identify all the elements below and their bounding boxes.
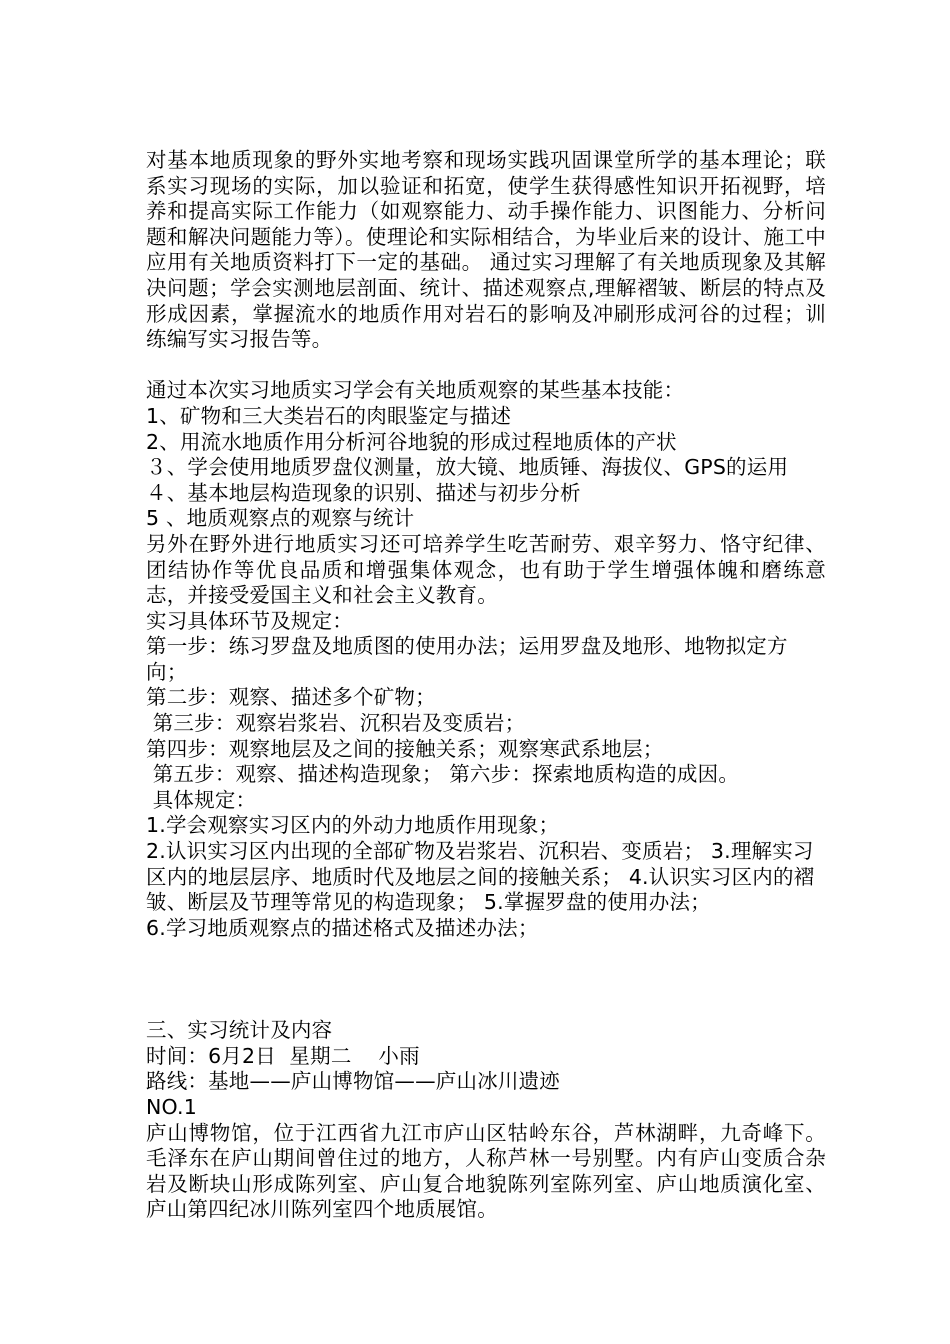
document-page — [146, 148, 826, 1223]
stop-number: NO.1 — [146, 1094, 197, 1119]
rule-item: 6.学习地质观察点的描述格式及描述办法； — [146, 915, 539, 940]
rule-item: 1.学会观察实习区内的外动力地质作用现象； — [146, 813, 560, 838]
section-title: 三、实习统计及内容 — [146, 1018, 333, 1043]
intro-paragraph: 对基本地质现象的野外实地考察和现场实践巩固课堂所学的基本理论；联系实习现场的实际，加以验证和拓宽，使学生获得感性知识开拓视野，培养和提高实际工作能力（如观察能力、动手操作能力、识图能力、分析问题和解决问题能力等）。使理论和实际相结合，为毕业后来的设计、施工中应用有关地质资料打下一定的基础。 通过实习理解了有关地质现象及其解决问题；学会实测地层剖面、统计、描述观察点,理解褶皱、断层的特点及形成因素，掌握流水的地质作用对岩石的影响及冲刷形成河谷的过程；训练编写实习报告等。 — [146, 148, 826, 352]
rules-heading: 具体规定： — [146, 787, 257, 812]
step-item: 第一步：练习罗盘及地质图的使用办法；运用罗盘及地形、地物拟定方向； — [146, 634, 788, 684]
blank-line — [146, 353, 826, 379]
extra-paragraph: 另外在野外进行地质实习还可培养学生吃苦耐劳、艰辛努力、恪守纪律、团结协作等优良品质和增强集体观念，也有助于学生增强体魄和磨练意志，并接受爱国主义和社会主义教育。 — [146, 531, 826, 608]
steps-heading: 实习具体环节及规定： — [146, 608, 353, 633]
step-item: 第五步：观察、描述构造现象； 第六步：探索地质构造的成因。 — [146, 762, 740, 787]
skill-item: 2、用流水地质作用分析河谷地貌的形成过程地质体的产状 — [146, 429, 677, 454]
blank-lines — [146, 941, 826, 1018]
skill-item: ３、学会使用地质罗盘仪测量，放大镜、地质锤、海拔仪、GPS的运用 — [146, 455, 789, 480]
step-item: 第三步：观察岩浆岩、沉积岩及变质岩； — [146, 711, 526, 736]
skill-item: ４、基本地层构造现象的识别、描述与初步分析 — [146, 480, 581, 505]
trip-time: 时间：6月2日 星期二 小雨 — [146, 1043, 420, 1068]
step-item: 第二步：观察、描述多个矿物； — [146, 685, 436, 710]
skill-item: 5 、地质观察点的观察与统计 — [146, 506, 415, 531]
museum-description: 庐山博物馆，位于江西省九江市庐山区牯岭东谷，芦林湖畔，九奇峰下。毛泽东在庐山期间曾住过的地方，人称芦林一号别墅。内有庐山变质合杂岩及断块山形成陈列室、庐山复合地貌陈列室陈列室、庐山地质演化室、庐山第四纪冰川陈列室四个地质展馆。 — [146, 1120, 826, 1222]
skill-item: 1、矿物和三大类岩石的肉眼鉴定与描述 — [146, 403, 512, 428]
skills-heading: 通过本次实习地质实习学会有关地质观察的某些基本技能： — [146, 378, 685, 403]
rule-item: 2.认识实习区内出现的全部矿物及岩浆岩、沉积岩、变质岩； 3.理解实习区内的地层层序、地质时代及地层之间的接触关系； 4.认识实习区内的褶皱、断层及节理等常见的构造现象； 5.掌握罗盘的使用办法； — [146, 839, 815, 915]
trip-route: 路线：基地——庐山博物馆——庐山冰川遗迹 — [146, 1069, 560, 1094]
step-item: 第四步：观察地层及之间的接触关系；观察寒武系地层； — [146, 736, 664, 761]
